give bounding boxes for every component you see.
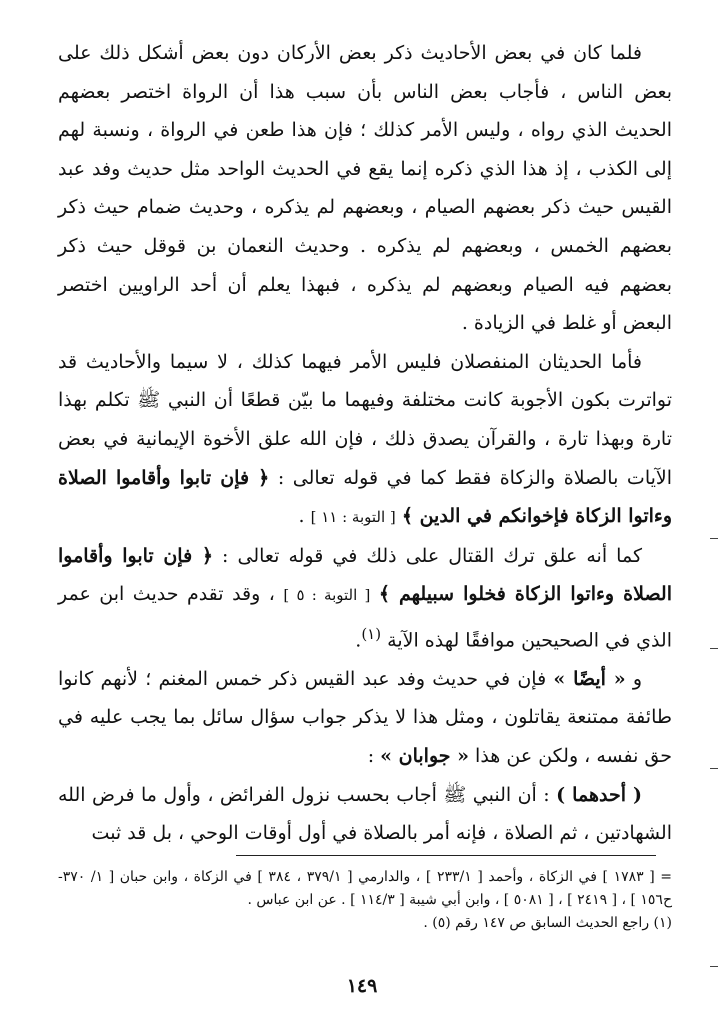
paragraph-5-text: : أن النبي ﷺ أجاب بحسب نزول الفرائض ، وأول ما فرض الله الشهادتين ، ثم الصلاة ، فإنه أمر بالصلاة في أول أوقات الوحي ، بل قد ثبت [58,783,672,845]
margin-mark [710,648,718,649]
paragraph-2-end: . [298,505,311,528]
quran-reference: [ التوبة : ١١ ] [310,508,396,527]
quran-quote-tawbah-11: ﴿ فإن تابوا وأقاموا الصلاة وءاتوا الزكاة فإخوانكم في الدين ﴾ [58,466,672,528]
margin-mark [710,966,718,967]
footnote-1: (١) راجع الحديث السابق ص ١٤٧ رقم (٥) . [423,915,672,931]
paragraph-5 [58,776,672,853]
footnote-continued: = [ ١٧٨٣ ] في الزكاة ، وأحمد [ ٢٣٣/١ ] ، والدارمي [ ٣٧٩/١ ، ٣٨٤ ] في الزكاة ، وابن حبان [ ١/ ٣٧٠- ح١٥٦ ] ، [ ٢٤١٩ ] ، [ ٥٠٨١ ] ، وابن أبي شيبة [ ١١٤/٣ ] . عن ابن عباس . [58,869,673,908]
paragraph-5-heading: ( أحدهما ) [556,783,642,806]
paragraph-3-end: . [355,629,362,652]
paragraph-4-keyword: « أيضًا » [553,667,626,690]
page-number: ١٤٩ [346,975,378,997]
paragraph-3-text: كما أنه علق ترك القتال على ذلك في قوله تعالى : [222,544,642,567]
quran-reference: [ التوبة : ٥ ] [283,586,371,605]
paragraph-4-text: فإن في حديث وفد عبد القيس ذكر خمس المغنم ؛ لأنهم كانوا طائفة ممتنعة يقاتلون ، ومثل هذا لا يذكر جواب سؤال سائل بما يجب عليه في حق نفسه ، ولكن عن هذا [58,667,672,768]
paragraph-1-text: فلما كان في بعض الأحاديث ذكر بعض الأركان دون بعض أشكل ذلك على بعض الناس ، فأجاب بعض الناس بأن سبب هذا أن الرواة اختصر بعضهم الحديث الذي رواه ، وليس الأمر كذلك ؛ فإن هذا طعن في الرواة ، ونسبة لهم إلى الكذب ، إذ هذا الذي ذكره إنما يقع في الحديث الواحد مثل حديث وفد عبد القيس حيث ذكر بعضهم الصيام ، وبعضهم لم يذكره ، وحديث ضمام حيث ذكر بعضهم الخمس ، وبعضهم لم يذكره . وحديث النعمان بن قوقل حيث ذكر بعضهم فيه الصيام وبعضهم لم يذكره ، فبهذا يعلم أن أحد الراويين اختصر البعض أو غلط في الزيادة . [58,42,672,335]
paragraph-1 [58,34,672,343]
quran-quote-tawbah-5: ﴿ فإن تابوا وأقاموا الصلاة وءاتوا الزكاة فخلوا سبيلهم ﴾ [58,544,672,606]
paragraph-3 [58,537,672,660]
footnotes [58,866,672,935]
paragraph-2-text: فأما الحديثان المنفصلان فليس الأمر فيهما كذلك ، لا سيما والأحاديث قد تواترت بكون الأجوبة كانت مختلفة وفيهما ما بيّن قطعًا أن النبي ﷺ تكلم بهذا تارة وبهذا تارة ، والقرآن يصدق ذلك ، فإن الله علق الأخوة الإيمانية في بعض الآيات بالصلاة والزكاة فقط كما في قوله تعالى : [58,350,673,489]
main-text [58,34,672,853]
paragraph-3-text-2: ، وقد تقدم حديث ابن عمر الذي في الصحيحين موافقًا لهذه الآية [58,583,672,652]
margin-mark [710,768,718,769]
paragraph-4-prefix: و [632,667,643,690]
paragraph-4-keyword-2: « جوابان » [380,745,469,768]
paragraph-4 [58,660,672,776]
footnote-divider [236,855,656,856]
margin-mark [710,538,718,539]
paragraph-4-end: : [367,745,375,768]
paragraph-2 [58,343,672,537]
footnote-marker: (١) [361,624,382,643]
